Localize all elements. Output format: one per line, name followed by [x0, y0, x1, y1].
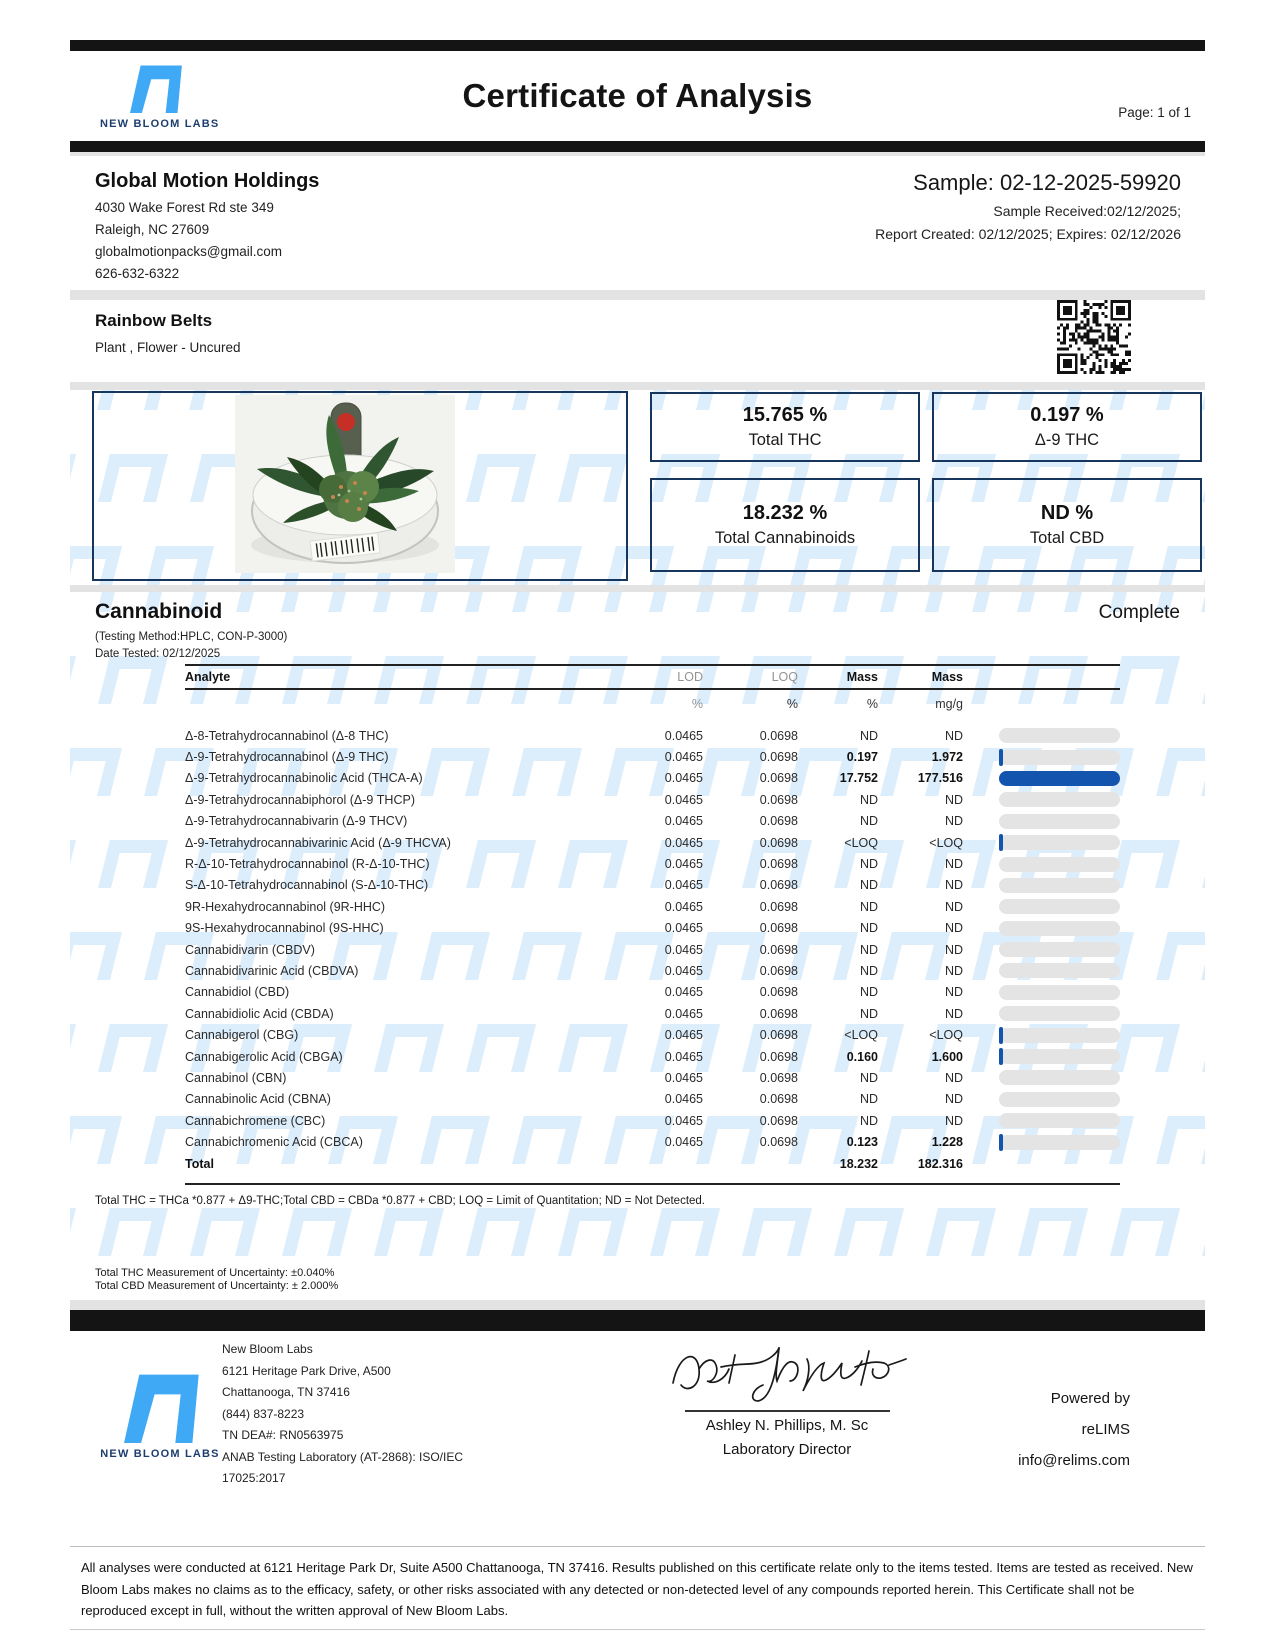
- lod-value: 0.0465: [664, 1092, 703, 1107]
- total-cannabinoids-label: Total Cannabinoids: [714, 529, 856, 547]
- mass-bar-cell: [963, 878, 1120, 893]
- loq-value: 0.0698: [759, 942, 798, 957]
- lod-value: 0.0465: [664, 1113, 703, 1128]
- unit-lod: %: [691, 697, 703, 711]
- lab-line: 6121 Heritage Park Drive, A500: [222, 1363, 391, 1378]
- client-name: Global Motion Holdings: [95, 170, 320, 192]
- table-header: [185, 664, 1120, 690]
- lod-value: 0.0465: [664, 771, 703, 786]
- mass-bar-track: [999, 1006, 1120, 1021]
- mass-pct-value: 0.197: [846, 750, 878, 765]
- table-row: [185, 982, 1120, 1003]
- analyte-name: Δ-9-Tetrahydrocannabinol (Δ-9 THC): [185, 750, 389, 765]
- mass-bar-track: [999, 1113, 1120, 1128]
- mass-bar-cell: [963, 835, 1120, 850]
- footer-brand-logo: [95, 1371, 225, 1460]
- mass-bar-cell: [963, 771, 1120, 786]
- mass-pct-value: ND: [859, 857, 878, 872]
- sample-photo: [235, 395, 455, 573]
- mass-bar-track: [999, 878, 1120, 893]
- total-thc-label: Total THC: [748, 431, 822, 449]
- mass-bar-cell: [963, 1135, 1120, 1150]
- table-row: [185, 768, 1120, 789]
- lab-line: TN DEA#: RN0563975: [222, 1428, 344, 1442]
- mass-pct-value: ND: [859, 728, 878, 743]
- mass-pct-value: ND: [859, 1070, 878, 1085]
- mass-pct-value: ND: [859, 878, 878, 893]
- mass-mgg-value: <LOQ: [929, 1028, 963, 1043]
- mass-mgg-value: ND: [944, 963, 963, 978]
- mass-bar-cell: [963, 1113, 1120, 1128]
- mass-bar-track: [999, 1070, 1120, 1085]
- lod-value: 0.0465: [664, 921, 703, 936]
- cannabinoid-panel: [70, 592, 1205, 1300]
- table-total-row: [185, 1153, 1120, 1175]
- mass-bar-cell: [963, 899, 1120, 914]
- analyte-name: R-Δ-10-Tetrahydrocannabinol (R-Δ-10-THC): [185, 857, 430, 872]
- analyte-name: Cannabichromenic Acid (CBCA): [185, 1135, 363, 1150]
- total-label: Total: [185, 1156, 214, 1171]
- mass-mgg-value: ND: [944, 1070, 963, 1085]
- analyte-name: Cannabidiolic Acid (CBDA): [185, 1006, 334, 1021]
- loq-value: 0.0698: [759, 814, 798, 829]
- mass-bar-fill: [999, 1134, 1003, 1151]
- relims-email: info@relims.com: [1018, 1452, 1130, 1469]
- mass-bar-fill: [999, 1048, 1003, 1065]
- mass-bar-cell: [963, 728, 1120, 743]
- lod-value: 0.0465: [664, 1070, 703, 1085]
- mass-pct-value: ND: [859, 899, 878, 914]
- powered-by-block: [1018, 1383, 1130, 1476]
- lod-value: 0.0465: [664, 835, 703, 850]
- lod-value: 0.0465: [664, 728, 703, 743]
- mass-bar-track: [999, 1135, 1120, 1150]
- mass-bar-track: [999, 728, 1120, 743]
- analyte-name: 9S-Hexahydrocannabinol (9S-HHC): [185, 921, 384, 936]
- mass-bar-fill: [999, 834, 1003, 851]
- table-row: [185, 1024, 1120, 1045]
- signature-block: [607, 1337, 967, 1458]
- loq-value: 0.0698: [759, 1028, 798, 1043]
- lod-value: 0.0465: [664, 1006, 703, 1021]
- summary-boxes: [650, 392, 1202, 572]
- client-sample-panel: [70, 156, 1205, 290]
- mass-bar-track: [999, 942, 1120, 957]
- lab-line: (844) 837-8223: [222, 1406, 305, 1421]
- unit-mass-mgg: mg/g: [935, 697, 963, 711]
- mass-bar-track: [999, 921, 1120, 936]
- unit-loq: %: [786, 697, 798, 711]
- col-analyte: Analyte: [185, 670, 231, 684]
- analyte-name: Δ-9-Tetrahydrocannabivarin (Δ-9 THCV): [185, 814, 408, 829]
- table-row: [185, 1046, 1120, 1067]
- mass-bar-cell: [963, 750, 1120, 765]
- mass-bar-track: [999, 899, 1120, 914]
- analyte-name: Δ-9-Tetrahydrocannabinolic Acid (THCA-A): [185, 771, 423, 786]
- mass-mgg-value: ND: [944, 985, 963, 1000]
- mass-pct-value: ND: [859, 963, 878, 978]
- mass-bar-track: [999, 814, 1120, 829]
- loq-value: 0.0698: [759, 899, 798, 914]
- handwritten-signature-icon: [657, 1337, 917, 1405]
- section-status: Complete: [1098, 602, 1180, 623]
- mass-mgg-value: 177.516: [917, 771, 963, 786]
- loq-value: 0.0698: [759, 750, 798, 765]
- top-rule-bar: [70, 40, 1205, 51]
- mass-bar-cell: [963, 1070, 1120, 1085]
- analyte-name: Cannabinolic Acid (CBNA): [185, 1092, 331, 1107]
- mass-bar-cell: [963, 1049, 1120, 1064]
- mass-bar-cell: [963, 985, 1120, 1000]
- mass-bar-fill: [999, 1027, 1003, 1044]
- table-row: [185, 746, 1120, 767]
- loq-value: 0.0698: [759, 921, 798, 936]
- mass-mgg-value: ND: [944, 878, 963, 893]
- lod-value: 0.0465: [664, 1135, 703, 1150]
- mass-mgg-value: ND: [944, 899, 963, 914]
- powered-by-line: Powered by: [1050, 1390, 1130, 1407]
- mass-bar-track: [999, 1049, 1120, 1064]
- mass-bar-track: [999, 750, 1120, 765]
- document-footer: [70, 1331, 1205, 1630]
- mass-bar-cell: [963, 792, 1120, 807]
- loq-value: 0.0698: [759, 1092, 798, 1107]
- mass-bar-track: [999, 963, 1120, 978]
- mass-bar-cell: [963, 921, 1120, 936]
- mass-pct-value: ND: [859, 921, 878, 936]
- lab-line: 17025:2017: [222, 1471, 286, 1485]
- d9-thc-value: 0.197 %: [1030, 404, 1104, 426]
- mass-bar-track: [999, 771, 1120, 786]
- header-rule-bar: [70, 141, 1205, 152]
- loq-value: 0.0698: [759, 1070, 798, 1085]
- table-units-row: [185, 690, 1120, 713]
- analyte-name: Cannabidivarinic Acid (CBDVA): [185, 963, 359, 978]
- summary-box-d9-thc: [932, 392, 1202, 462]
- calculation-footnote: Total THC = THCa *0.877 + Δ9-THC;Total CBD = CBDa *0.877 + CBD; LOQ = Limit of Quantitation; ND = Not Detected.: [95, 1194, 705, 1207]
- loq-value: 0.0698: [759, 1135, 798, 1150]
- table-row: [185, 896, 1120, 917]
- lod-value: 0.0465: [664, 942, 703, 957]
- lod-value: 0.0465: [664, 985, 703, 1000]
- total-mass-mgg: 182.316: [917, 1156, 963, 1171]
- col-lod: LOD: [677, 670, 703, 684]
- client-address-line2: Raleigh, NC 27609: [95, 222, 210, 237]
- mass-pct-value: 0.160: [846, 1049, 878, 1064]
- mass-bar-cell: [963, 1006, 1120, 1021]
- lab-line: ANAB Testing Laboratory (AT-2868): ISO/IEC: [222, 1449, 463, 1464]
- table-bottom-rule: [185, 1183, 1120, 1185]
- lod-value: 0.0465: [664, 878, 703, 893]
- lab-contact-info: [222, 1339, 463, 1490]
- disclaimer-divider: [70, 1546, 1205, 1547]
- client-address-line1: 4030 Wake Forest Rd ste 349: [95, 200, 274, 215]
- qr-code-icon: [1057, 300, 1131, 374]
- total-cannabinoids-value: 18.232 %: [742, 502, 828, 524]
- mass-pct-value: ND: [859, 1006, 878, 1021]
- col-loq: LOQ: [771, 670, 798, 684]
- col-mass-mgg: Mass: [931, 670, 963, 684]
- mass-mgg-value: ND: [944, 1092, 963, 1107]
- mass-pct-value: ND: [859, 1092, 878, 1107]
- mass-bar-track: [999, 857, 1120, 872]
- product-name: Rainbow Belts: [95, 311, 213, 330]
- sample-info: [875, 170, 1181, 242]
- loq-value: 0.0698: [759, 857, 798, 872]
- total-thc-value: 15.765 %: [742, 404, 828, 426]
- table-row: [185, 1003, 1120, 1024]
- analyte-name: Cannabidiol (CBD): [185, 985, 290, 1000]
- mass-pct-value: ND: [859, 985, 878, 1000]
- sample-photo-frame: [92, 391, 628, 581]
- loq-value: 0.0698: [759, 792, 798, 807]
- product-type: Plant , Flower - Uncured: [95, 340, 241, 355]
- mass-mgg-value: ND: [944, 1006, 963, 1021]
- loq-value: 0.0698: [759, 835, 798, 850]
- page-title: Certificate of Analysis: [462, 77, 813, 114]
- lod-value: 0.0465: [664, 750, 703, 765]
- lod-value: 0.0465: [664, 963, 703, 978]
- mass-mgg-value: ND: [944, 792, 963, 807]
- mass-bar-fill: [999, 771, 1120, 786]
- table-row: [185, 853, 1120, 874]
- document-column: [70, 40, 1205, 1630]
- analyte-name: Cannabidivarin (CBDV): [185, 942, 315, 957]
- loq-value: 0.0698: [759, 878, 798, 893]
- lod-value: 0.0465: [664, 814, 703, 829]
- mass-mgg-value: ND: [944, 921, 963, 936]
- loq-value: 0.0698: [759, 985, 798, 1000]
- client-phone: 626-632-6322: [95, 266, 180, 281]
- sample-id: Sample: 02-12-2025-59920: [913, 170, 1181, 195]
- loq-value: 0.0698: [759, 1049, 798, 1064]
- loq-value: 0.0698: [759, 728, 798, 743]
- mass-bar-track: [999, 835, 1120, 850]
- mass-bar-cell: [963, 814, 1120, 829]
- mass-pct-value: ND: [859, 942, 878, 957]
- analyte-name: Δ-8-Tetrahydrocannabinol (Δ-8 THC): [185, 728, 389, 743]
- document-header: [70, 51, 1205, 141]
- cannabinoid-table: [185, 664, 1120, 1185]
- product-panel: [70, 300, 1205, 382]
- mass-pct-value: ND: [859, 814, 878, 829]
- mass-mgg-value: ND: [944, 857, 963, 872]
- col-mass-pct: Mass: [846, 670, 878, 684]
- uncertainty-notes: [95, 1267, 1180, 1293]
- cannabinoid-table-body: [185, 725, 1120, 1153]
- mass-pct-value: 17.752: [839, 771, 878, 786]
- lab-line: New Bloom Labs: [222, 1342, 313, 1356]
- analyte-name: Δ-9-Tetrahydrocannabiphorol (Δ-9 THCP): [185, 792, 415, 807]
- mass-mgg-value: ND: [944, 942, 963, 957]
- analyte-name: Cannabichromene (CBC): [185, 1113, 326, 1128]
- page-number-label: Page: 1 of 1: [1118, 105, 1191, 120]
- table-row: [185, 1089, 1120, 1110]
- total-cbd-label: Total CBD: [1029, 529, 1105, 547]
- unit-mass-pct: %: [866, 697, 878, 711]
- signature-underline: [685, 1410, 890, 1412]
- mass-mgg-value: 1.600: [931, 1049, 963, 1064]
- summary-box-total-cannabinoids: [650, 478, 920, 572]
- total-mass-pct: 18.232: [839, 1156, 878, 1171]
- mass-pct-value: ND: [859, 1113, 878, 1128]
- date-tested: Date Tested: 02/12/2025: [95, 648, 221, 660]
- table-row: [185, 789, 1120, 810]
- analyte-name: Δ-9-Tetrahydrocannabivarinic Acid (Δ-9 THCVA): [185, 835, 451, 850]
- relims-label: reLIMS: [1081, 1421, 1130, 1438]
- analyte-name: Cannabigerolic Acid (CBGA): [185, 1049, 343, 1064]
- brand-wordmark: NEW BLOOM LABS: [100, 1448, 220, 1460]
- total-cbd-value: ND %: [1040, 502, 1094, 524]
- loq-value: 0.0698: [759, 1113, 798, 1128]
- mass-mgg-value: ND: [944, 1113, 963, 1128]
- table-row: [185, 1131, 1120, 1152]
- signer-name: Ashley N. Phillips, M. Sc: [705, 1417, 869, 1434]
- analyte-name: Cannabinol (CBN): [185, 1070, 287, 1085]
- mass-pct-value: <LOQ: [844, 835, 878, 850]
- table-row: [185, 725, 1120, 746]
- loq-value: 0.0698: [759, 771, 798, 786]
- report-created: Report Created: 02/12/2025; Expires: 02/12/2026: [875, 226, 1181, 242]
- mass-mgg-value: ND: [944, 814, 963, 829]
- mass-bar-cell: [963, 1028, 1120, 1043]
- client-info: [95, 170, 319, 281]
- cbd-uncertainty: Total CBD Measurement of Uncertainty: ± 2.000%: [95, 1279, 339, 1292]
- d9-thc-label: Δ-9 THC: [1034, 431, 1100, 449]
- analyte-name: Cannabigerol (CBG): [185, 1028, 299, 1043]
- footer-rule-bar: [70, 1310, 1205, 1331]
- lab-line: Chattanooga, TN 37416: [222, 1385, 350, 1399]
- mass-bar-cell: [963, 942, 1120, 957]
- mass-pct-value: ND: [859, 792, 878, 807]
- mass-mgg-value: 1.228: [931, 1135, 963, 1150]
- analyte-name: 9R-Hexahydrocannabinol (9R-HHC): [185, 899, 386, 914]
- sample-received: Sample Received:02/12/2025;: [993, 203, 1181, 219]
- lod-value: 0.0465: [664, 899, 703, 914]
- mass-bar-cell: [963, 963, 1120, 978]
- mass-bar-track: [999, 985, 1120, 1000]
- mass-bar-track: [999, 1028, 1120, 1043]
- mass-mgg-value: ND: [944, 728, 963, 743]
- brand-wordmark: NEW BLOOM LABS: [100, 118, 220, 130]
- client-email: globalmotionpacks@gmail.com: [95, 244, 283, 259]
- summary-box-total-cbd: [932, 478, 1202, 572]
- mass-bar-fill: [999, 749, 1003, 766]
- table-row: [185, 875, 1120, 896]
- analyte-name: S-Δ-10-Tetrahydrocannabinol (S-Δ-10-THC): [185, 878, 429, 893]
- section-title: Cannabinoid: [95, 600, 223, 623]
- table-row: [185, 1110, 1120, 1131]
- mass-mgg-value: 1.972: [931, 750, 963, 765]
- loq-value: 0.0698: [759, 1006, 798, 1021]
- table-row: [185, 960, 1120, 981]
- table-row: [185, 832, 1120, 853]
- mass-pct-value: <LOQ: [844, 1028, 878, 1043]
- testing-method: (Testing Method:HPLC, CON-P-3000): [95, 631, 288, 643]
- signer-title: Laboratory Director: [722, 1441, 852, 1458]
- summary-panel: [70, 390, 1205, 585]
- mass-pct-value: 0.123: [846, 1135, 878, 1150]
- disclaimer-text: All analyses were conducted at 6121 Heritage Park Dr, Suite A500 Chattanooga, TN 37416. Results published on this certificate relate only to the items tested. Items are tested as received. New Bloom Labs makes no claims as to the efficacy, safety, or other risks associated with any detected or non-detected level of any compounds reported herein. This Certificate shall not be reproduced except in full, without the written approval of New Bloom Labs.: [81, 1560, 1193, 1618]
- mass-bar-track: [999, 1092, 1120, 1107]
- thc-uncertainty: Total THC Measurement of Uncertainty: ±0.040%: [95, 1266, 335, 1279]
- table-row: [185, 811, 1120, 832]
- summary-box-total-thc: [650, 392, 920, 462]
- mass-bar-cell: [963, 1092, 1120, 1107]
- mass-bar-track: [999, 792, 1120, 807]
- table-row: [185, 1067, 1120, 1088]
- lod-value: 0.0465: [664, 1049, 703, 1064]
- mass-bar-cell: [963, 857, 1120, 872]
- mass-mgg-value: <LOQ: [929, 835, 963, 850]
- table-row: [185, 918, 1120, 939]
- loq-value: 0.0698: [759, 963, 798, 978]
- new-bloom-labs-logo-icon: [114, 1371, 206, 1443]
- lod-value: 0.0465: [664, 792, 703, 807]
- table-row: [185, 939, 1120, 960]
- lod-value: 0.0465: [664, 1028, 703, 1043]
- lod-value: 0.0465: [664, 857, 703, 872]
